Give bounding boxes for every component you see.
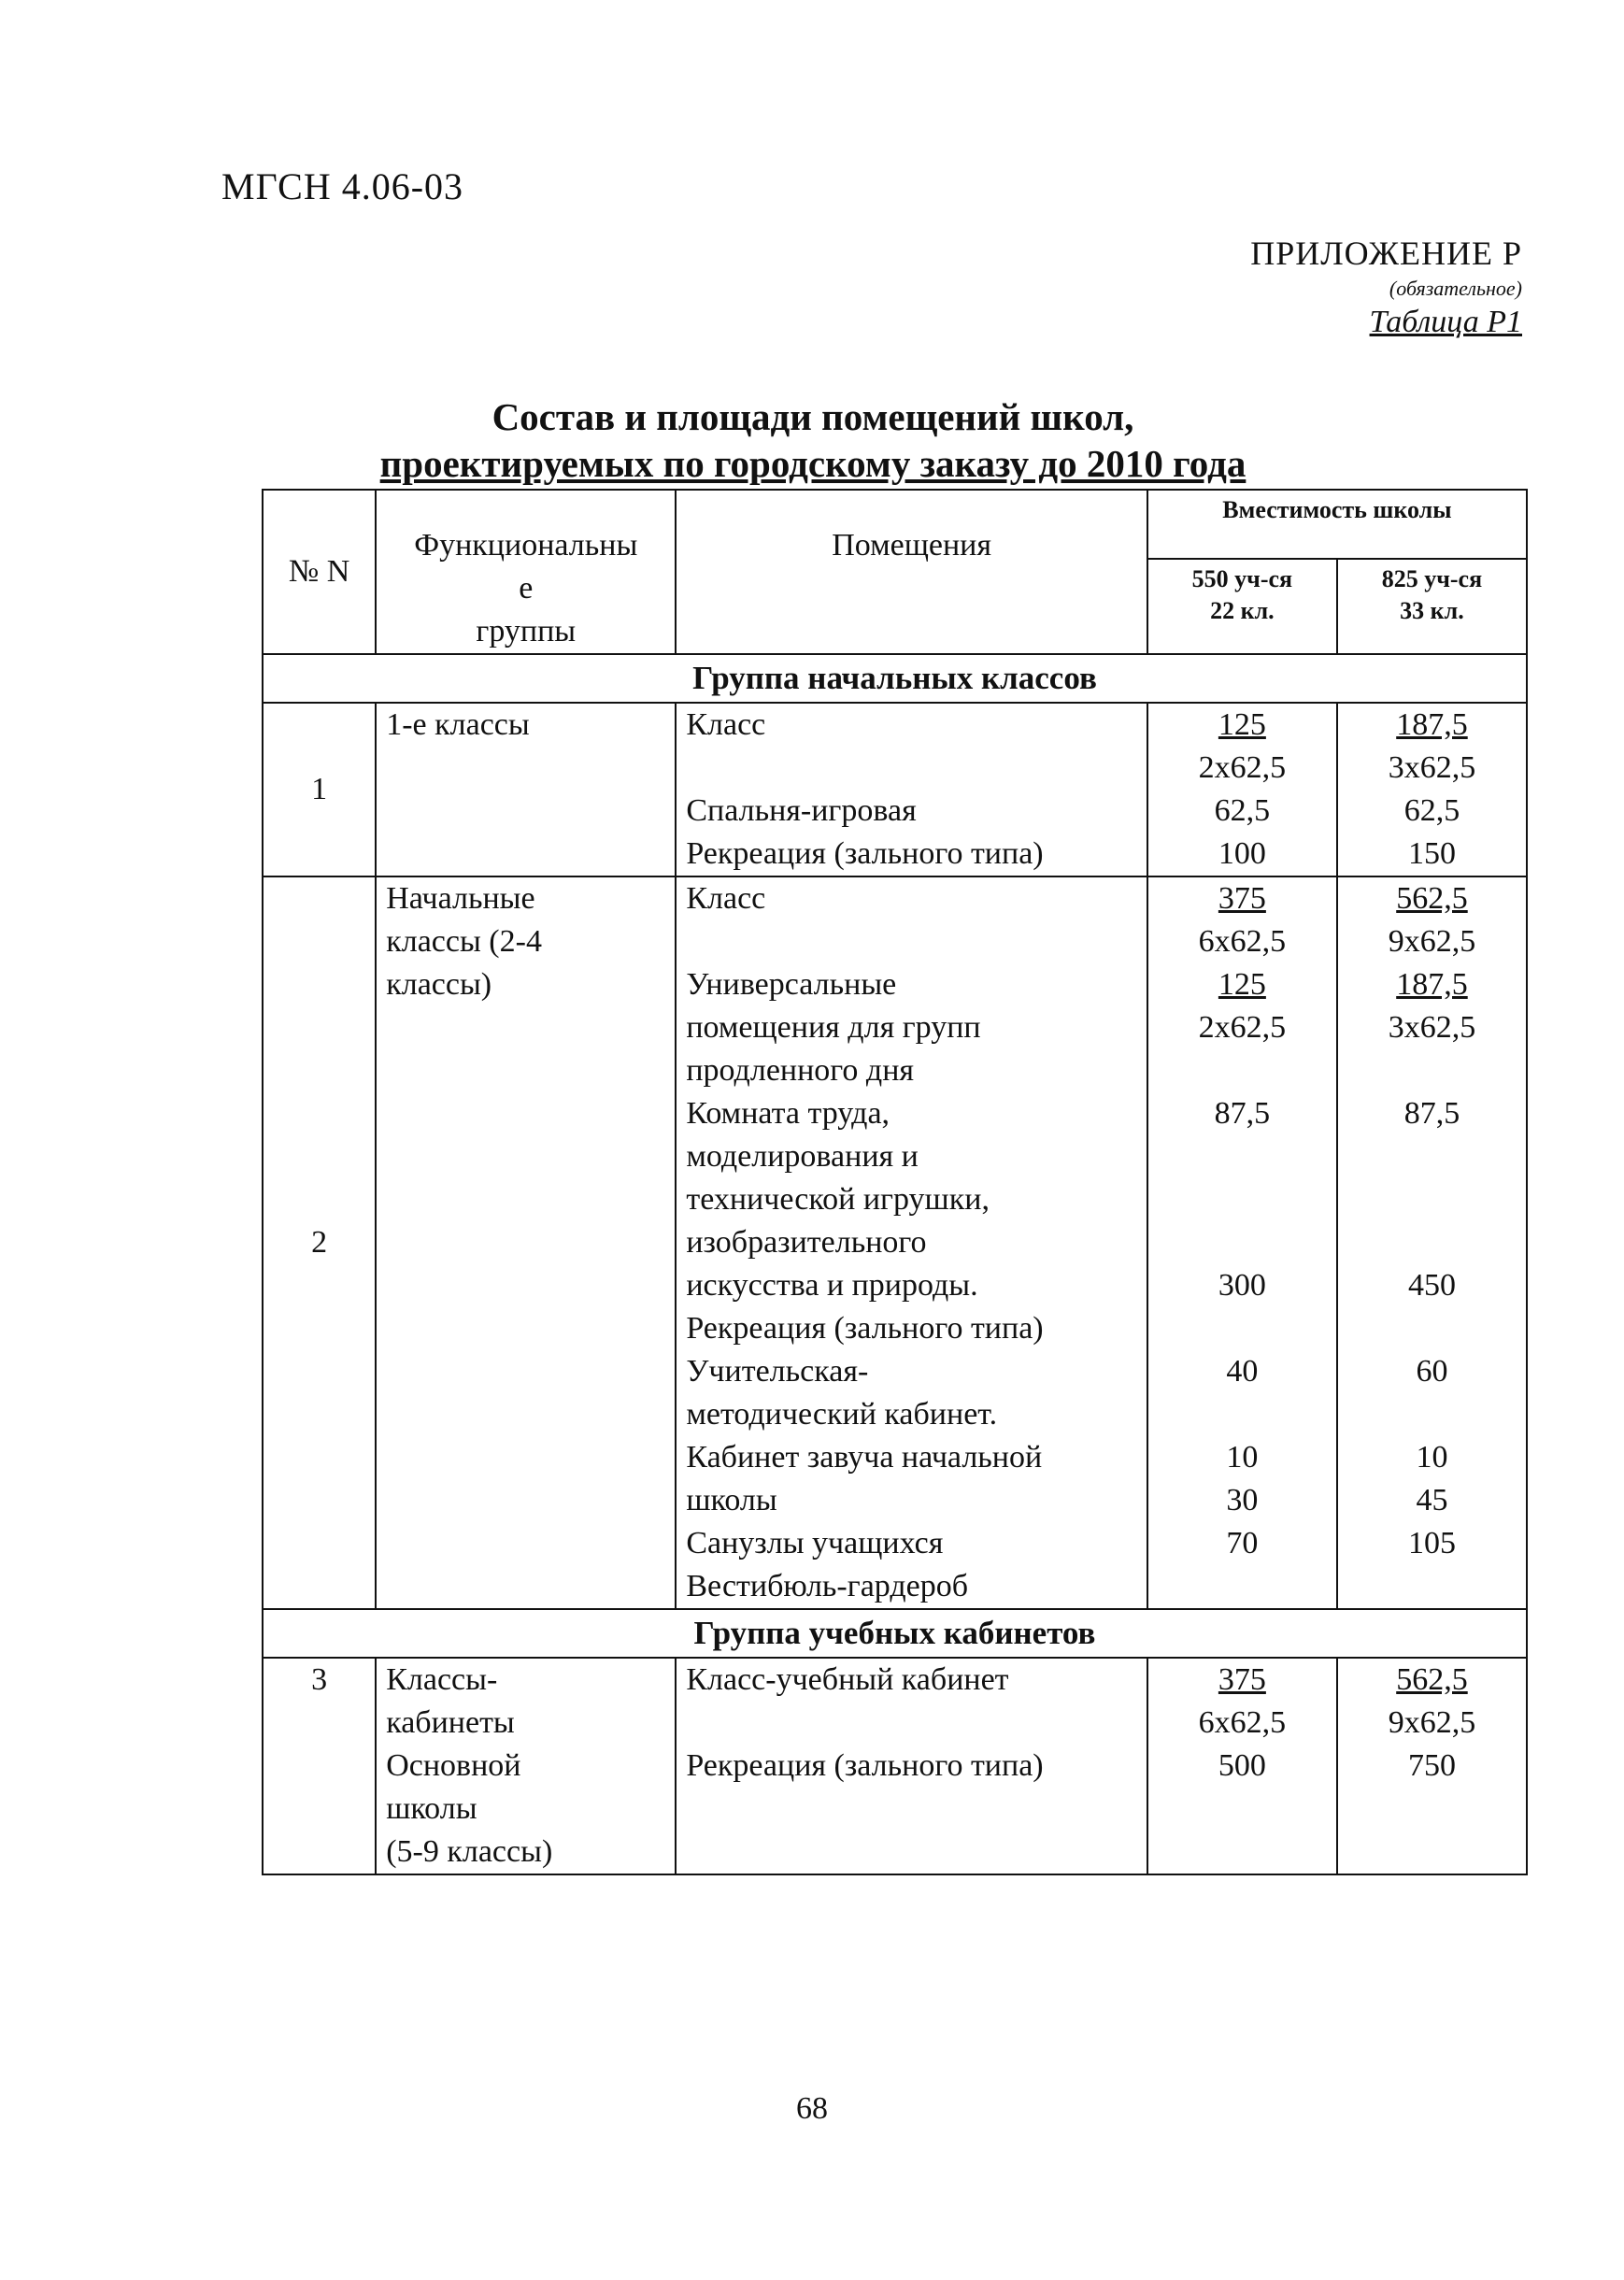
row2-room <box>686 920 1137 963</box>
row1-rooms <box>676 703 1147 876</box>
row2-v550 <box>1158 1565 1327 1608</box>
header-func-line: группы <box>476 614 577 648</box>
row2-v825: 105 <box>1407 1526 1456 1560</box>
row2-v825 <box>1347 1307 1517 1350</box>
appendix-header <box>1250 234 1522 340</box>
row2-values-550 <box>1147 876 1337 1609</box>
row3-values-825 <box>1337 1658 1527 1874</box>
row2-room: Рекреация (зального типа) <box>686 1311 1044 1346</box>
row2-v550: 375 <box>1218 881 1266 916</box>
row1-v550: 125 <box>1218 707 1266 742</box>
row3-v825: 9х62,5 <box>1388 1705 1476 1740</box>
row3-v550: 375 <box>1218 1662 1266 1697</box>
group-primary-label: Группа начальных классов <box>263 654 1527 703</box>
row2-v550 <box>1158 1221 1327 1264</box>
row2-room: моделирования и <box>686 1139 919 1174</box>
row2-v825: 87,5 <box>1403 1096 1460 1131</box>
row2-v550 <box>1158 1178 1327 1221</box>
row3-room <box>686 1702 1137 1745</box>
row2-v825: 187,5 <box>1396 967 1468 1002</box>
row2-v825 <box>1347 1178 1517 1221</box>
document-title-line2-text: проектируемых по городскому заказу до 2010 года <box>379 442 1246 485</box>
row2-room: Комната труда, <box>686 1096 890 1131</box>
row1-v550: 2х62,5 <box>1198 750 1287 785</box>
document-title-line1: Состав и площади помещений школ, <box>491 395 1134 438</box>
row2-room: технической игрушки, <box>686 1182 990 1217</box>
header-capacity: Вместимость школы <box>1147 490 1527 559</box>
row1-room <box>686 747 1137 790</box>
row2-room: Кабинет завуча начальной <box>686 1440 1043 1475</box>
row2-v825: 3х62,5 <box>1388 1010 1476 1045</box>
row2-v550: 30 <box>1226 1483 1259 1518</box>
row3-room <box>686 1831 1137 1874</box>
group-row-cabinets <box>263 1609 1527 1658</box>
row2-v825: 562,5 <box>1396 881 1468 916</box>
row2-v825 <box>1347 1565 1517 1608</box>
row3-rooms <box>676 1658 1147 1874</box>
group-row-primary <box>263 654 1527 703</box>
row2-number: 2 <box>263 876 376 1609</box>
row2-room: Универсальные <box>686 967 897 1002</box>
capacity-825-students: 825 уч-ся <box>1381 565 1483 592</box>
row2-v825: 9х62,5 <box>1388 924 1476 959</box>
row1-room: Класс <box>686 707 766 742</box>
row2-room: изобразительного <box>686 1225 927 1260</box>
header-func-line: е <box>519 571 534 606</box>
row2-v550: 70 <box>1226 1526 1259 1560</box>
row2-function <box>376 876 676 1609</box>
group-cabinets-label: Группа учебных кабинетов <box>263 1609 1527 1658</box>
row2-v825 <box>1347 1135 1517 1178</box>
row1-room: Рекреация (зального типа) <box>686 836 1044 871</box>
header-rooms: Помещения <box>676 490 1147 654</box>
row3-function-line: Классы- <box>386 1662 498 1697</box>
row2-v825 <box>1347 1221 1517 1264</box>
row2-v825: 60 <box>1416 1354 1448 1389</box>
row3-number: 3 <box>263 1658 376 1874</box>
row2-room: школы <box>686 1483 777 1518</box>
row2-v550: 6х62,5 <box>1198 924 1287 959</box>
header-func-line: Функциональны <box>414 528 638 563</box>
page-number: 68 <box>796 2091 828 2126</box>
row2-room: Класс <box>686 881 766 916</box>
row3-v550 <box>1158 1788 1327 1831</box>
row1-v825: 62,5 <box>1403 793 1460 828</box>
header-functional-groups <box>376 490 676 654</box>
row2-room: искусства и природы. <box>686 1268 978 1303</box>
row2-v825: 450 <box>1407 1268 1456 1303</box>
row1-function-text: 1-е классы <box>386 707 530 742</box>
row2-v550 <box>1158 1135 1327 1178</box>
header-number: № N <box>263 490 376 654</box>
row1-v550: 62,5 <box>1214 793 1271 828</box>
row3-room: Класс-учебный кабинет <box>686 1662 1009 1697</box>
row2-function-line: классы) <box>386 967 492 1002</box>
row2-room: Санузлы учащихся <box>686 1526 944 1560</box>
row2-v550: 40 <box>1226 1354 1259 1389</box>
row3-v550: 500 <box>1218 1748 1266 1783</box>
row2-values-825 <box>1337 876 1527 1609</box>
row2-v825: 45 <box>1416 1483 1448 1518</box>
row3-function-line: Основной <box>386 1748 521 1783</box>
document-code: МГСН 4.06-03 <box>221 165 464 207</box>
row2-v825 <box>1347 1049 1517 1092</box>
appendix-note: (обязательное) <box>1389 277 1522 300</box>
header-row-1 <box>263 490 1527 559</box>
row3-v825 <box>1347 1788 1517 1831</box>
row2-function-line: Начальные <box>386 881 535 916</box>
row2-v550: 125 <box>1218 967 1266 1002</box>
row2-v825: 10 <box>1416 1440 1448 1475</box>
capacity-825-classes: 33 кл. <box>1400 597 1464 624</box>
row2-room: Учительская- <box>686 1354 869 1389</box>
row3-room <box>686 1788 1137 1831</box>
row3-v825: 750 <box>1407 1748 1456 1783</box>
row3-v550: 6х62,5 <box>1198 1705 1287 1740</box>
row2-v825 <box>1347 1393 1517 1436</box>
row1-room: Спальня-игровая <box>686 793 917 828</box>
row3-v550 <box>1158 1831 1327 1874</box>
row3-function-line: (5-9 классы) <box>386 1834 553 1869</box>
row2-function-line: классы (2-4 <box>386 924 542 959</box>
row3-room: Рекреация (зального типа) <box>686 1748 1044 1783</box>
row2-v550: 10 <box>1226 1440 1259 1475</box>
row2-v550: 2х62,5 <box>1198 1010 1287 1045</box>
rooms-table <box>262 489 1528 1875</box>
row3-v825: 562,5 <box>1396 1662 1468 1697</box>
row3-function-line: кабинеты <box>386 1705 515 1740</box>
header-capacity-825 <box>1337 559 1527 654</box>
row3-function <box>376 1658 676 1874</box>
row2-v550: 300 <box>1218 1268 1266 1303</box>
row2-room: методический кабинет. <box>686 1397 998 1432</box>
row1-number: 1 <box>263 703 376 876</box>
table-row-3 <box>263 1658 1527 1874</box>
row2-room: Вестибюль-гардероб <box>686 1569 969 1603</box>
table-row-2 <box>263 876 1527 1609</box>
row1-function <box>376 703 676 876</box>
row2-v550 <box>1158 1393 1327 1436</box>
row1-v825: 150 <box>1407 836 1456 871</box>
row2-v550: 87,5 <box>1214 1096 1271 1131</box>
capacity-550-students: 550 уч-ся <box>1191 565 1293 592</box>
header-capacity-550 <box>1147 559 1337 654</box>
row3-function-line: школы <box>386 1791 477 1826</box>
row1-values-550 <box>1147 703 1337 876</box>
row3-v825 <box>1347 1831 1517 1874</box>
table-label: Таблица Р1 <box>1369 305 1522 339</box>
table-row-1 <box>263 703 1527 876</box>
appendix-title: ПРИЛОЖЕНИЕ Р <box>1250 235 1522 272</box>
row2-room: продленного дня <box>686 1053 915 1088</box>
row2-room: помещения для групп <box>686 1010 981 1045</box>
row1-values-825 <box>1337 703 1527 876</box>
row3-values-550 <box>1147 1658 1337 1874</box>
row1-v825: 3х62,5 <box>1388 750 1476 785</box>
row1-v550: 100 <box>1218 836 1266 871</box>
row2-v550 <box>1158 1307 1327 1350</box>
row1-v825: 187,5 <box>1396 707 1468 742</box>
row2-rooms <box>676 876 1147 1609</box>
row2-v550 <box>1158 1049 1327 1092</box>
document-title-line2 <box>252 439 1374 488</box>
capacity-550-classes: 22 кл. <box>1210 597 1275 624</box>
